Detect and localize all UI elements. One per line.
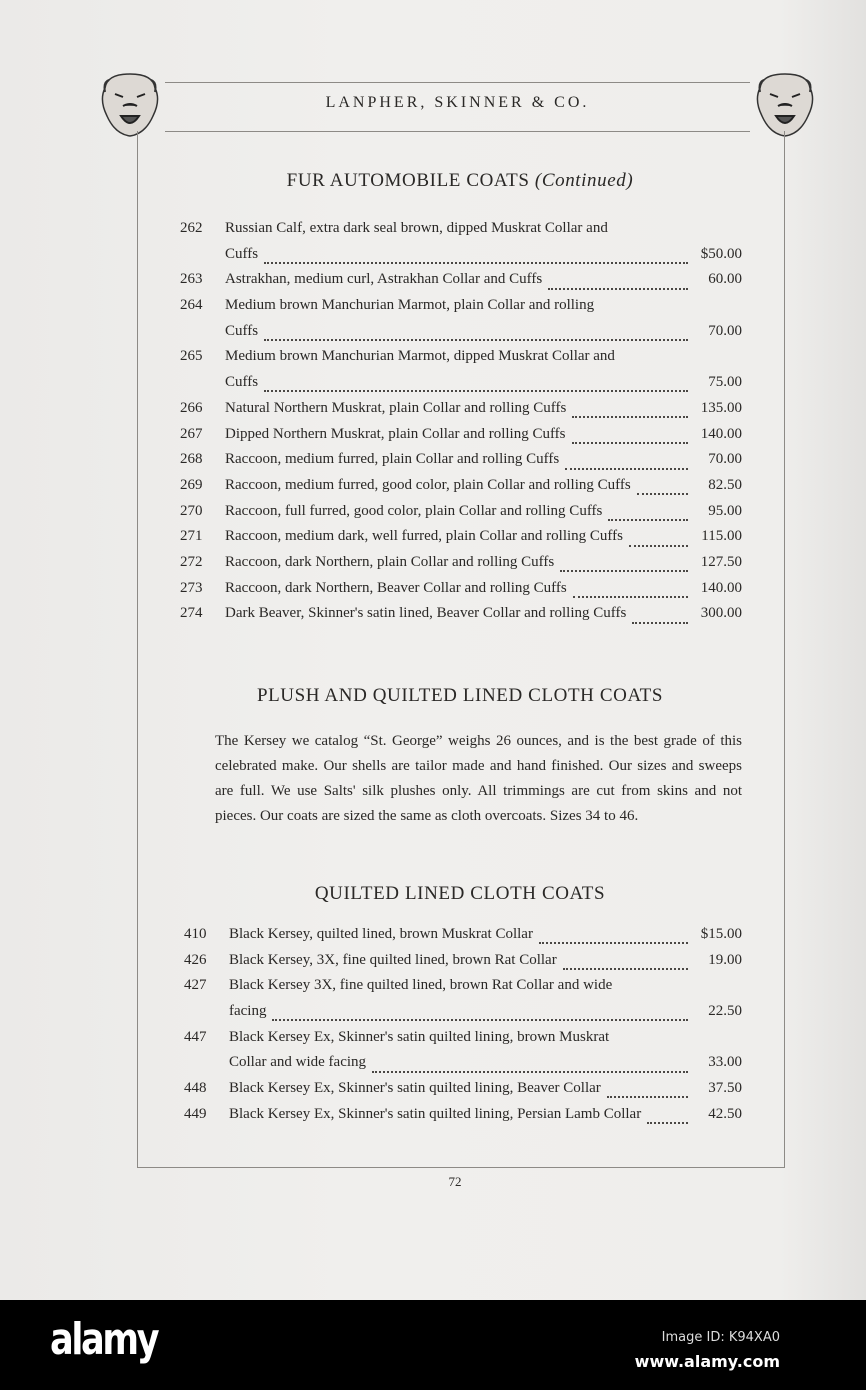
dot-leader bbox=[264, 389, 688, 392]
dot-leader bbox=[572, 441, 688, 444]
dot-leader bbox=[560, 569, 688, 572]
fur-section-title: FUR AUTOMOBILE COATS (Continued) bbox=[286, 170, 634, 191]
catalog-item bbox=[184, 1080, 742, 1106]
watermark-banner bbox=[0, 1300, 866, 1390]
dot-leader bbox=[573, 595, 688, 598]
item-description-continued: Cuffs bbox=[225, 322, 259, 339]
item-description-continued: facing bbox=[229, 1003, 267, 1020]
item-description: Black Kersey Ex, Skinner's satin quilted lining, Beaver Collar bbox=[229, 1080, 601, 1097]
header-title: LANPHER, SKINNER & CO. bbox=[325, 94, 590, 111]
plush-section-title: PLUSH AND QUILTED LINED CLOTH COATS bbox=[256, 685, 664, 706]
catalog-item-continued bbox=[180, 323, 742, 349]
dot-leader bbox=[563, 967, 688, 970]
catalog-item bbox=[184, 952, 742, 978]
item-number: 269 bbox=[180, 476, 203, 493]
item-description-continued: Collar and wide facing bbox=[229, 1054, 367, 1071]
item-number: 427 bbox=[184, 977, 207, 994]
item-price: 37.50 bbox=[708, 1080, 742, 1097]
plush-section-paragraph: The Kersey we catalog “St. George” weighs 26 ounces, and is the best grade of this celebrated make. Our shells are tailor made and hand finished. Our sizes and sweeps are full. We use Salts' silk plushes only. All trimmings are cut from skins and not pieces. Our coats are sized the same as cloth overcoats. Sizes 34 to 46. bbox=[215, 733, 742, 824]
item-description: Black Kersey, quilted lined, brown Muskrat Collar bbox=[229, 926, 533, 942]
header-rule-top bbox=[165, 82, 750, 83]
item-description-continued: Cuffs bbox=[225, 245, 259, 262]
dot-leader bbox=[632, 621, 688, 624]
item-number: 267 bbox=[180, 425, 203, 442]
item-description: Black Kersey, 3X, fine quilted lined, brown Rat Collar bbox=[229, 951, 557, 968]
item-description: Dark Beaver, Skinner's satin lined, Beaver Collar and rolling Cuffs bbox=[225, 605, 627, 622]
item-description: Astrakhan, medium curl, Astrakhan Collar and Cuffs bbox=[225, 271, 543, 288]
catalog-item bbox=[180, 400, 742, 426]
catalog-item bbox=[180, 271, 742, 297]
item-price: 127.50 bbox=[700, 553, 742, 570]
catalog-item bbox=[180, 477, 742, 503]
item-number: 273 bbox=[180, 579, 203, 596]
bear-head-left-icon bbox=[97, 70, 163, 138]
catalog-item bbox=[180, 348, 742, 374]
item-description: Raccoon, medium furred, plain Collar and rolling Cuffs bbox=[225, 451, 560, 468]
item-price: 140.00 bbox=[700, 425, 742, 442]
fur-coats-list bbox=[180, 220, 742, 631]
item-number: 272 bbox=[180, 553, 203, 570]
catalog-item bbox=[184, 926, 742, 952]
dot-leader bbox=[548, 287, 688, 290]
dot-leader bbox=[637, 492, 688, 495]
item-price: 82.50 bbox=[708, 476, 742, 493]
item-number: 268 bbox=[180, 451, 203, 468]
alamy-logo: alamy bbox=[50, 1314, 158, 1365]
item-price: 135.00 bbox=[700, 399, 742, 416]
dot-leader bbox=[539, 941, 688, 944]
catalog-item bbox=[180, 554, 742, 580]
item-price: 60.00 bbox=[708, 271, 742, 288]
item-price: 95.00 bbox=[708, 502, 742, 519]
item-number: 265 bbox=[180, 348, 203, 365]
dot-leader bbox=[607, 1095, 688, 1098]
page-number: 72 bbox=[448, 1174, 462, 1189]
item-number: 263 bbox=[180, 271, 203, 288]
item-number: 271 bbox=[180, 528, 203, 545]
item-description: Medium brown Manchurian Marmot, dipped Muskrat Collar and bbox=[225, 348, 615, 365]
item-description: Raccoon, full furred, good color, plain Collar and rolling Cuffs bbox=[225, 502, 603, 519]
item-price: 42.50 bbox=[708, 1105, 742, 1122]
item-number: 447 bbox=[184, 1028, 207, 1045]
dot-leader bbox=[264, 338, 688, 341]
item-description: Dipped Northern Muskrat, plain Collar and rolling Cuffs bbox=[225, 425, 566, 442]
catalog-item bbox=[180, 297, 742, 323]
item-price: 300.00 bbox=[700, 605, 742, 622]
dot-leader bbox=[272, 1018, 688, 1021]
item-price: $15.00 bbox=[700, 926, 742, 942]
item-description: Medium brown Manchurian Marmot, plain Collar and rolling bbox=[225, 297, 595, 314]
item-number: 270 bbox=[180, 502, 203, 519]
item-price: 70.00 bbox=[708, 322, 742, 339]
item-number: 266 bbox=[180, 399, 203, 416]
catalog-item bbox=[180, 426, 742, 452]
dot-leader bbox=[629, 544, 688, 547]
dot-leader bbox=[608, 518, 688, 521]
item-description: Black Kersey Ex, Skinner's satin quilted lining, brown Muskrat bbox=[229, 1028, 610, 1045]
quilted-section-title: QUILTED LINED CLOTH COATS bbox=[314, 883, 606, 904]
item-description: Russian Calf, extra dark seal brown, dipped Muskrat Collar and bbox=[225, 220, 608, 236]
item-description: Black Kersey Ex, Skinner's satin quilted lining, Persian Lamb Collar bbox=[229, 1105, 642, 1122]
item-price: 22.50 bbox=[708, 1003, 742, 1020]
item-number: 264 bbox=[180, 297, 203, 314]
catalog-item bbox=[184, 977, 742, 1003]
catalog-item bbox=[180, 451, 742, 477]
quilted-coats-list bbox=[184, 926, 742, 1132]
item-price: 70.00 bbox=[708, 451, 742, 468]
item-number: 262 bbox=[180, 220, 203, 236]
item-description-continued: Cuffs bbox=[225, 374, 259, 391]
catalog-item-continued bbox=[184, 1003, 742, 1029]
catalog-item-continued bbox=[184, 1054, 742, 1080]
item-description: Black Kersey 3X, fine quilted lined, brown Rat Collar and wide bbox=[229, 977, 613, 994]
item-price: 75.00 bbox=[708, 374, 742, 391]
item-description: Natural Northern Muskrat, plain Collar and rolling Cuffs bbox=[225, 399, 567, 416]
dot-leader bbox=[565, 467, 688, 470]
dot-leader bbox=[372, 1070, 688, 1073]
catalog-item bbox=[180, 528, 742, 554]
image-id: Image ID: K94XA0 bbox=[661, 1330, 780, 1345]
dot-leader bbox=[572, 415, 688, 418]
catalog-item bbox=[184, 1106, 742, 1132]
item-number: 448 bbox=[184, 1080, 207, 1097]
dot-leader bbox=[264, 261, 688, 264]
catalog-item bbox=[180, 503, 742, 529]
dot-leader bbox=[647, 1121, 688, 1124]
catalog-item bbox=[180, 220, 742, 246]
item-price: 19.00 bbox=[708, 951, 742, 968]
catalog-item-continued bbox=[180, 246, 742, 272]
item-price: 140.00 bbox=[700, 579, 742, 596]
catalog-item bbox=[180, 580, 742, 606]
item-number: 426 bbox=[184, 951, 207, 968]
item-number: 449 bbox=[184, 1105, 207, 1122]
item-number: 410 bbox=[184, 926, 207, 942]
catalog-item bbox=[180, 605, 742, 631]
catalog-item bbox=[184, 1029, 742, 1055]
item-price: 33.00 bbox=[708, 1054, 742, 1071]
site-url: www.alamy.com bbox=[634, 1352, 780, 1371]
item-price: 115.00 bbox=[701, 528, 742, 545]
item-description: Raccoon, medium dark, well furred, plain Collar and rolling Cuffs bbox=[225, 528, 623, 545]
item-description: Raccoon, dark Northern, plain Collar and rolling Cuffs bbox=[225, 553, 555, 570]
item-description: Raccoon, dark Northern, Beaver Collar and rolling Cuffs bbox=[225, 579, 567, 596]
bear-head-right-icon bbox=[752, 70, 818, 138]
item-price: $50.00 bbox=[700, 245, 742, 262]
item-number: 274 bbox=[180, 605, 203, 622]
item-description: Raccoon, medium furred, good color, plain Collar and rolling Cuffs bbox=[225, 476, 631, 493]
catalog-item-continued bbox=[180, 374, 742, 400]
